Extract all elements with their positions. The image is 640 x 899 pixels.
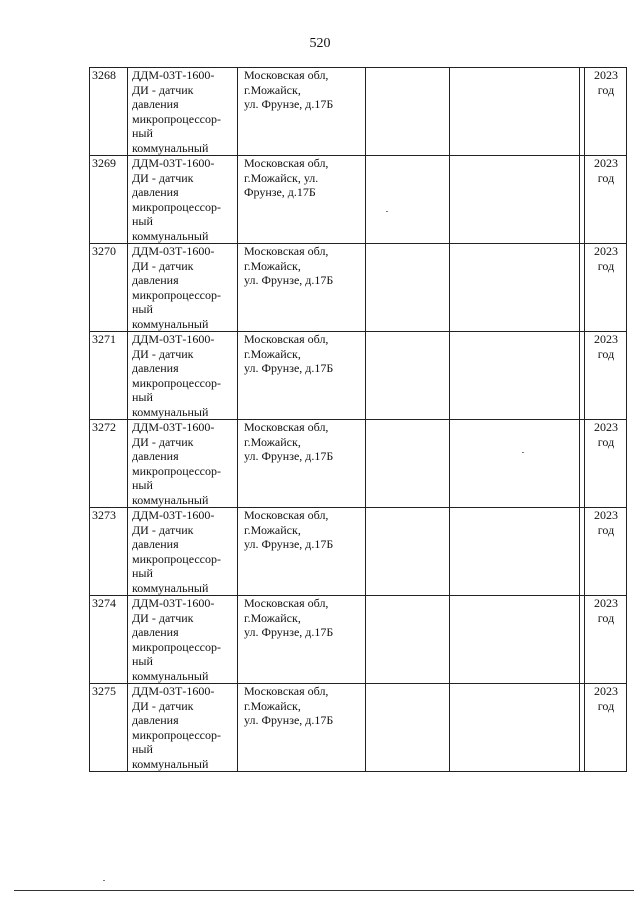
cell-year: 2023 год — [585, 244, 627, 332]
cell-empty — [450, 68, 580, 156]
cell-year: 2023 год — [585, 684, 627, 772]
scan-speck — [522, 452, 524, 453]
cell-number: 3272 — [90, 420, 128, 508]
cell-year: 2023 год — [585, 332, 627, 420]
table-row — [90, 684, 627, 772]
table-row — [90, 156, 627, 244]
cell-address: Московская обл, г.Можайск, ул. Фрунзе, д.17Б — [238, 508, 366, 596]
cell-empty — [366, 684, 450, 772]
cell-description: ДДМ-03Т-1600- ДИ - датчик давления микропроцессор- ный коммунальный — [128, 156, 238, 244]
cell-number: 3268 — [90, 68, 128, 156]
cell-address: Московская обл, г.Можайск, ул. Фрунзе, д.17Б — [238, 68, 366, 156]
cell-number: 3269 — [90, 156, 128, 244]
cell-description: ДДМ-03Т-1600- ДИ - датчик давления микропроцессор- ный коммунальный — [128, 684, 238, 772]
cell-description: ДДМ-03Т-1600- ДИ - датчик давления микропроцессор- ный коммунальный — [128, 596, 238, 684]
cell-description: ДДМ-03Т-1600- ДИ - датчик давления микропроцессор- ный коммунальный — [128, 508, 238, 596]
cell-number: 3270 — [90, 244, 128, 332]
cell-empty — [450, 420, 580, 508]
table-row — [90, 244, 627, 332]
cell-address: Московская обл, г.Можайск, ул. Фрунзе, д.17Б — [238, 684, 366, 772]
cell-empty — [366, 68, 450, 156]
cell-empty — [366, 508, 450, 596]
cell-empty — [366, 596, 450, 684]
cell-description: ДДМ-03Т-1600- ДИ - датчик давления микропроцессор- ный коммунальный — [128, 68, 238, 156]
cell-address: Московская обл, г.Можайск, ул. Фрунзе, д.17Б — [238, 596, 366, 684]
cell-empty — [366, 244, 450, 332]
cell-empty — [366, 420, 450, 508]
cell-number: 3275 — [90, 684, 128, 772]
cell-empty — [450, 684, 580, 772]
cell-year: 2023 год — [585, 68, 627, 156]
table-row — [90, 420, 627, 508]
cell-empty — [450, 156, 580, 244]
bottom-rule — [14, 890, 634, 891]
equipment-table — [89, 67, 627, 772]
cell-description: ДДМ-03Т-1600- ДИ - датчик давления микропроцессор- ный коммунальный — [128, 244, 238, 332]
cell-address: Московская обл, г.Можайск, ул. Фрунзе, д.17Б — [238, 332, 366, 420]
scan-speck — [103, 880, 105, 881]
table-row — [90, 596, 627, 684]
cell-number: 3274 — [90, 596, 128, 684]
scan-speck — [386, 211, 388, 212]
cell-empty — [450, 332, 580, 420]
cell-year: 2023 год — [585, 420, 627, 508]
page-number: 520 — [309, 36, 331, 51]
cell-year: 2023 год — [585, 596, 627, 684]
cell-empty — [450, 596, 580, 684]
cell-empty — [450, 244, 580, 332]
table-row — [90, 68, 627, 156]
cell-empty — [366, 332, 450, 420]
cell-description: ДДМ-03Т-1600- ДИ - датчик давления микропроцессор- ный коммунальный — [128, 420, 238, 508]
table-row — [90, 332, 627, 420]
cell-address: Московская обл, г.Можайск, ул. Фрунзе, д.17Б — [238, 156, 366, 244]
cell-number: 3273 — [90, 508, 128, 596]
cell-empty — [450, 508, 580, 596]
cell-year: 2023 год — [585, 508, 627, 596]
cell-address: Московская обл, г.Можайск, ул. Фрунзе, д.17Б — [238, 420, 366, 508]
cell-address: Московская обл, г.Можайск, ул. Фрунзе, д.17Б — [238, 244, 366, 332]
cell-number: 3271 — [90, 332, 128, 420]
cell-year: 2023 год — [585, 156, 627, 244]
cell-description: ДДМ-03Т-1600- ДИ - датчик давления микропроцессор- ный коммунальный — [128, 332, 238, 420]
table-row — [90, 508, 627, 596]
cell-empty — [366, 156, 450, 244]
